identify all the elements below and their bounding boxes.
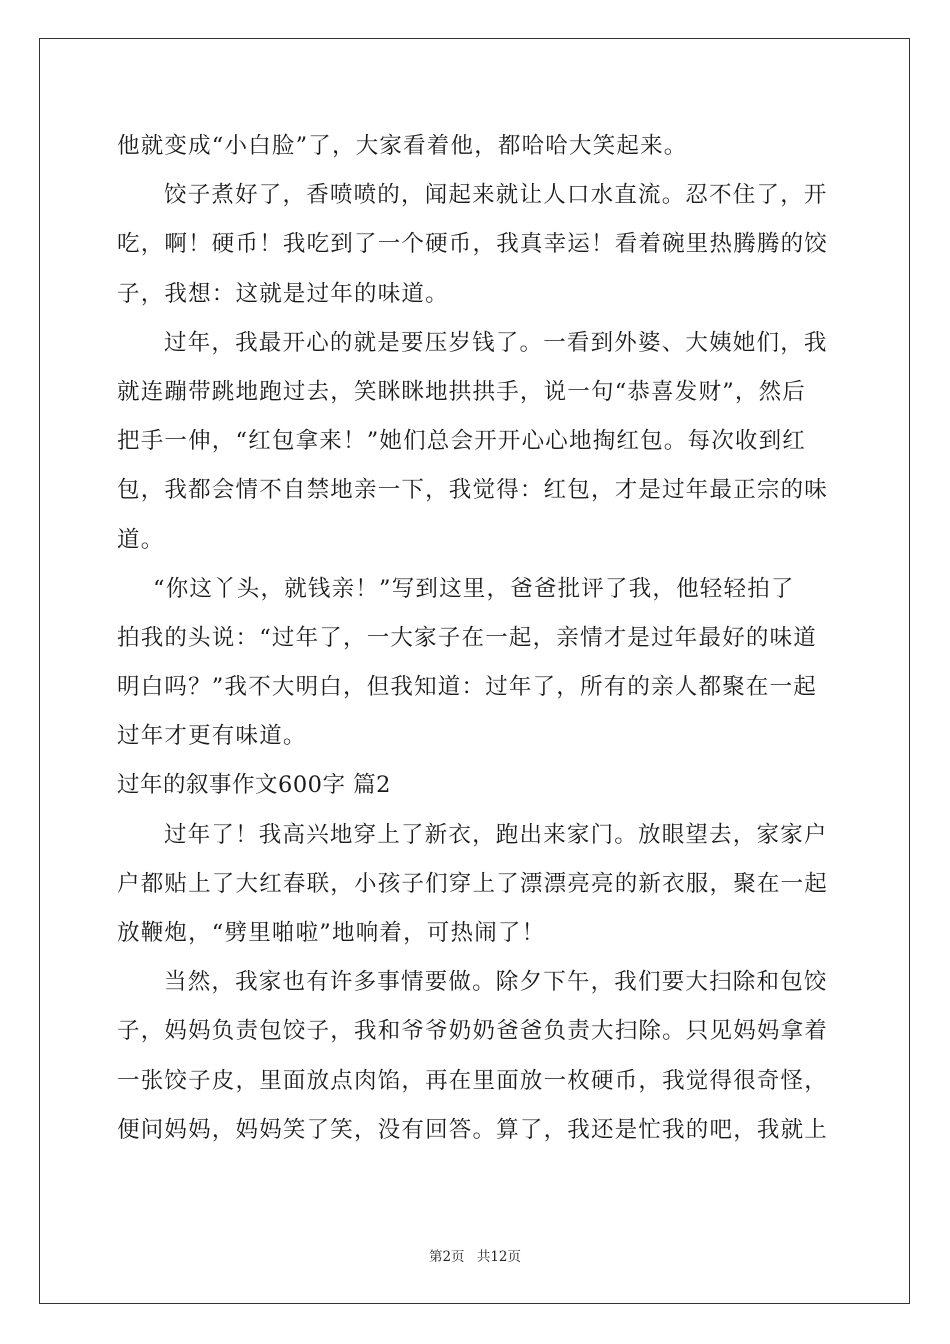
text-line: 放鞭炮，“劈里啪啦”地响着，可热闹了！: [117, 920, 546, 946]
page-number: 第2页: [428, 1249, 465, 1265]
section-heading: 过年的叙事作文600字 篇2: [117, 772, 391, 799]
text-line: 包，我都会情不自禁地亲一下，我觉得：红包，才是过年最正宗的味: [117, 477, 829, 504]
text-line: 他就变成“小白脸”了，大家看着他，都哈哈大笑起来。: [117, 133, 688, 159]
text-line: 饺子煮好了，香喷喷的，闻起来就让人口水直流。忍不住了，开: [164, 182, 828, 209]
text-line: 过年才更有味道。: [117, 723, 307, 750]
text-line: 道。: [117, 526, 165, 553]
text-line: 就连蹦带跳地跑过去，笑眯眯地拱拱手，说一句“恭喜发财”，然后: [117, 378, 807, 405]
text-line: 一张饺子皮，里面放点肉馅，再在里面放一枚硬币，我觉得很奇怪，: [117, 1067, 829, 1094]
text-line: 明白吗？”我不大明白，但我知道：过年了，所有的亲人都聚在一起: [117, 674, 818, 701]
page-footer: [0, 1245, 950, 1265]
text-line: 便问妈妈，妈妈笑了笑，没有回答。算了，我还是忙我的吧，我就上: [117, 1116, 829, 1143]
text-line: 子，妈妈负责包饺子，我和爷爷奶奶爸爸负责大扫除。只见妈妈拿着: [117, 1018, 829, 1045]
text-line: 把手一伸，“红包拿来！”她们总会开开心心地掏红包。每次收到红: [117, 428, 807, 455]
text-line: 户都贴上了大红春联，小孩子们穿上了漂漂亮亮的新衣服，聚在一起: [117, 870, 829, 897]
text-line: 当然，我家也有许多事情要做。除夕下午，我们要大扫除和包饺: [164, 969, 828, 996]
text-line: 过年，我最开心的就是要压岁钱了。一看到外婆、大姨她们，我: [164, 329, 828, 356]
text-line: “你这丫头，就钱亲！”写到这里，爸爸批评了我，他轻轻拍了: [153, 575, 795, 602]
text-line: 子，我想：这就是过年的味道。: [117, 280, 449, 307]
text-line: 吃，啊！硬币！我吃到了一个硬币，我真幸运！看着碗里热腾腾的饺: [117, 231, 829, 258]
page-total: 共12页: [476, 1249, 522, 1265]
text-line: 过年了！我高兴地穿上了新衣，跑出来家门。放眼望去，家家户: [164, 821, 828, 848]
document-body: [117, 122, 833, 1155]
text-line: 拍我的头说：“过年了，一大家子在一起，亲情才是过年最好的味道: [117, 624, 818, 651]
